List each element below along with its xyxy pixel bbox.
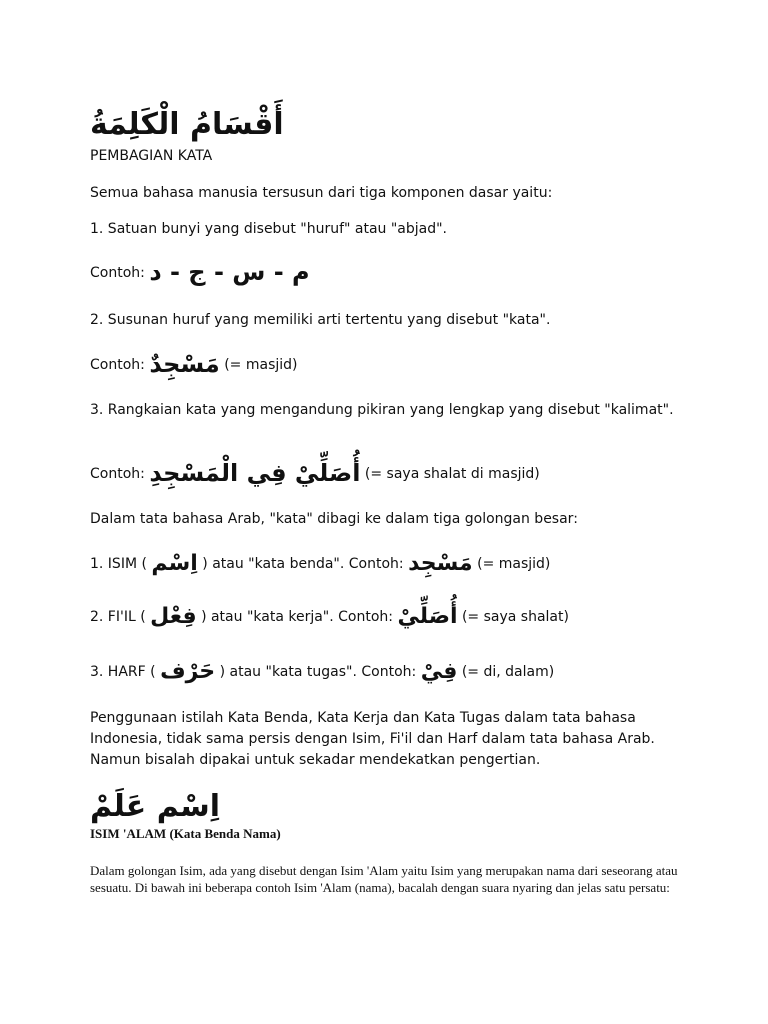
point-3: 3. Rangkaian kata yang mengandung pikiran yang lengkap yang disebut "kalimat". xyxy=(90,402,674,418)
usage-paragraph: Penggunaan istilah Kata Benda, Kata Kerja dan Kata Tugas dalam tata bahasa Indonesia, tidak sama persis dengan Isim, Fi'il dan Harf dalam tata bahasa Arab. Namun bisalah dipakai untuk sekadar mendekatkan pengertian. xyxy=(90,710,655,768)
category-isim-desc: ) atau "kata benda". Contoh: xyxy=(202,556,404,572)
intro-paragraph: Semua bahasa manusia tersusun dari tiga komponen dasar yaitu: xyxy=(90,185,553,201)
section-heading-2: ISIM 'ALAM (Kata Benda Nama) xyxy=(90,826,281,841)
example-3-translation: (= saya shalat di masjid) xyxy=(364,466,540,482)
category-harf-prefix: 3. HARF ( xyxy=(90,664,156,680)
category-fiil-arabic: فِعْل xyxy=(150,604,197,629)
example-1-label: Contoh: xyxy=(90,265,145,281)
example-3-label: Contoh: xyxy=(90,466,145,482)
category-harf-desc: ) atau "kata tugas". Contoh: xyxy=(219,664,417,680)
example-3 xyxy=(90,459,720,487)
category-fiil-translation: (= saya shalat) xyxy=(461,609,569,625)
category-harf-example: فِيْ xyxy=(420,659,458,684)
category-fiil-example: أُصَلِّيْ xyxy=(397,604,458,629)
category-harf-arabic: حَرْف xyxy=(160,659,216,684)
arabic-subtitle: اِسْم عَلَمْ xyxy=(90,789,221,824)
isim-alam-paragraph: Dalam golongan Isim, ada yang disebut dengan Isim 'Alam yaitu Isim yang merupakan nama dari seseorang atau sesuatu. Di bawah ini beberapa contoh Isim 'Alam (nama), bacalah dengan suara nyaring dan jelas satu persatu: xyxy=(90,863,678,895)
example-2 xyxy=(90,350,720,378)
category-isim-translation: (= masjid) xyxy=(477,556,551,572)
category-isim-prefix: 1. ISIM ( xyxy=(90,556,147,572)
example-2-translation: (= masjid) xyxy=(224,357,298,373)
category-harf-translation: (= di, dalam) xyxy=(461,664,555,680)
division-paragraph: Dalam tata bahasa Arab, "kata" dibagi ke dalam tiga golongan besar: xyxy=(90,511,578,527)
category-harf xyxy=(90,659,720,684)
category-isim xyxy=(90,551,720,576)
category-fiil-prefix: 2. FI'IL ( xyxy=(90,609,146,625)
category-isim-example: مَسْجِد xyxy=(408,551,473,576)
arabic-title: أَقْسَامُ الْكَلِمَةُ xyxy=(90,107,284,142)
point-1: 1. Satuan bunyi yang disebut "huruf" atau "abjad". xyxy=(90,221,448,237)
category-fiil-desc: ) atau "kata kerja". Contoh: xyxy=(201,609,393,625)
example-2-label: Contoh: xyxy=(90,357,145,373)
category-isim-arabic: اِسْم xyxy=(151,551,198,576)
point-2: 2. Susunan huruf yang memiliki arti tertentu yang disebut "kata". xyxy=(90,312,551,328)
example-3-arabic: أُصَلِّيْ فِي الْمَسْجِدِ xyxy=(149,459,361,487)
category-fiil xyxy=(90,604,720,629)
example-2-arabic: مَسْجِدٌ xyxy=(149,350,220,378)
example-1-arabic: م - س - ج - د xyxy=(149,258,310,286)
section-heading: PEMBAGIAN KATA xyxy=(90,148,213,164)
example-1 xyxy=(90,258,720,286)
